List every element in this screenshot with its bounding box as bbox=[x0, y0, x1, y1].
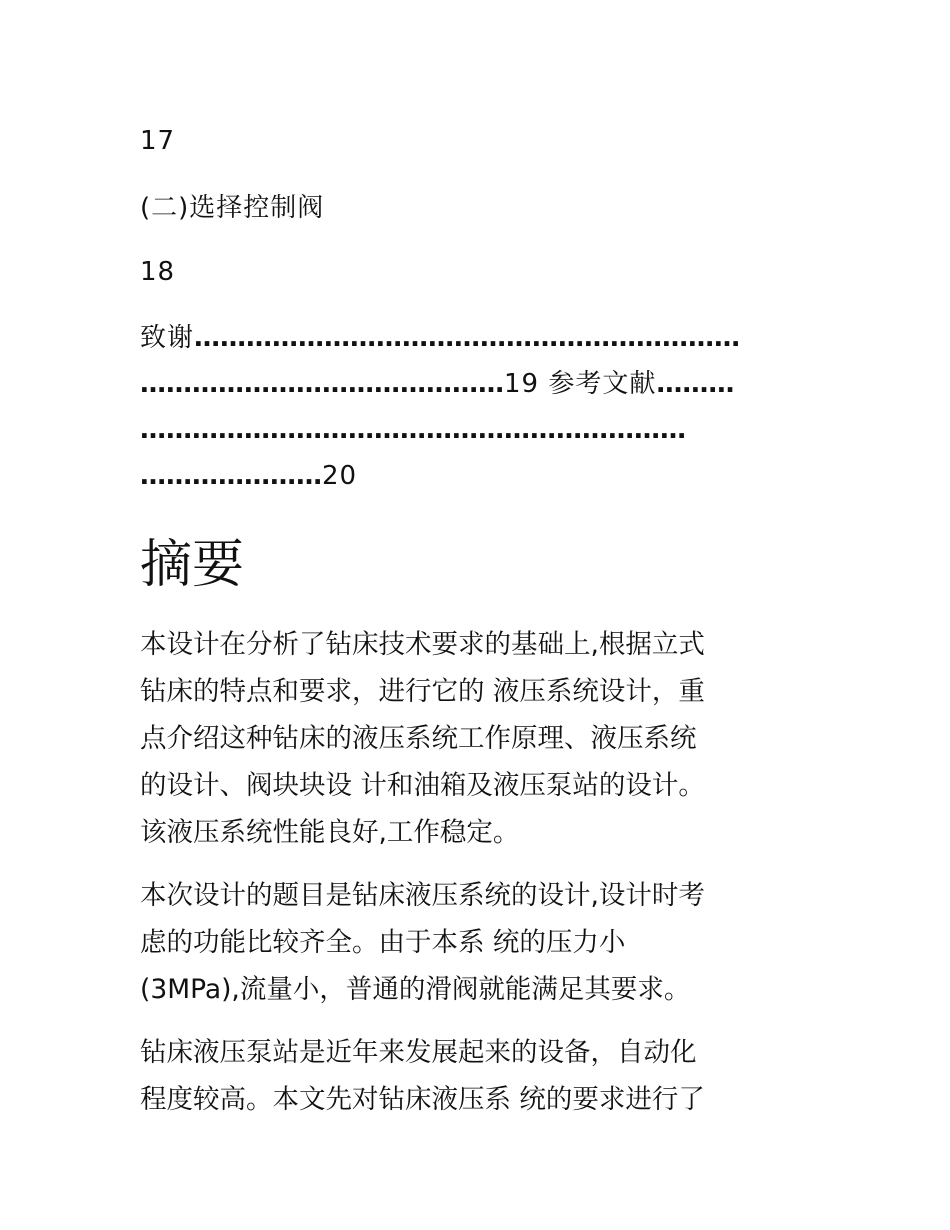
paragraph-line: 该液压系统性能良好,工作稳定。 bbox=[140, 817, 520, 848]
toc-ref-page-number: 20 bbox=[322, 461, 358, 491]
toc-ack-label: 致谢 bbox=[140, 323, 195, 353]
toc-ref-leader-dots-end: ………………… bbox=[140, 461, 322, 491]
toc-page-17-text: 17 bbox=[140, 126, 176, 156]
abstract-paragraph-1 bbox=[140, 621, 812, 856]
toc-ack-leader-dots-cont: …………………………………… bbox=[140, 369, 504, 399]
paragraph-line: (3MPa),流量小，普通的滑阀就能满足其要求。 bbox=[140, 974, 691, 1005]
toc-entry-select-control-valve bbox=[140, 191, 324, 225]
toc-section-title: (二)选择控制阀 bbox=[140, 193, 325, 223]
toc-ref-dots-line bbox=[140, 413, 686, 447]
paragraph-line: 的设计、阀块块设 计和油箱及液压泵站的设计。 bbox=[140, 770, 705, 801]
paragraph-line: 钻床的特点和要求，进行它的 液压系统设计，重 bbox=[140, 676, 705, 707]
toc-ack-leader-dots: ……………………………………………………… bbox=[194, 323, 741, 353]
paragraph-line: 程度较高。本文先对钻床液压系 统的要求进行了 bbox=[140, 1084, 705, 1115]
abstract-paragraph-3 bbox=[140, 1029, 812, 1123]
paragraph-line: 虑的功能比较齐全。由于本系 统的压力小 bbox=[140, 927, 626, 958]
toc-page-number-18 bbox=[140, 255, 175, 289]
toc-ref-leader-dots: ……… bbox=[656, 369, 735, 399]
toc-ref-label: 参考文献 bbox=[548, 369, 657, 399]
paragraph-line: 点介绍这种钻床的液压系统工作原理、液压系统 bbox=[140, 723, 697, 754]
toc-entry-acknowledgement bbox=[140, 321, 740, 355]
paragraph-line: 钻床液压泵站是近年来发展起来的设备，自动化 bbox=[140, 1037, 697, 1068]
paragraph-line: 本次设计的题目是钻床液压系统的设计,设计时考 bbox=[140, 880, 705, 911]
toc-page-number-17 bbox=[140, 124, 175, 158]
abstract-heading: 摘要 bbox=[140, 535, 245, 595]
toc-entry-ack-references-line bbox=[140, 367, 734, 401]
toc-page-18-text: 18 bbox=[140, 257, 176, 287]
toc-ref-final-line bbox=[140, 459, 357, 493]
toc-ref-leader-dots-cont: ……………………………………………………… bbox=[140, 415, 686, 445]
paragraph-line: 本设计在分析了钻床技术要求的基础上,根据立式 bbox=[140, 629, 705, 660]
abstract-paragraph-2 bbox=[140, 872, 812, 1013]
toc-ack-page-number: 19 bbox=[504, 369, 540, 399]
